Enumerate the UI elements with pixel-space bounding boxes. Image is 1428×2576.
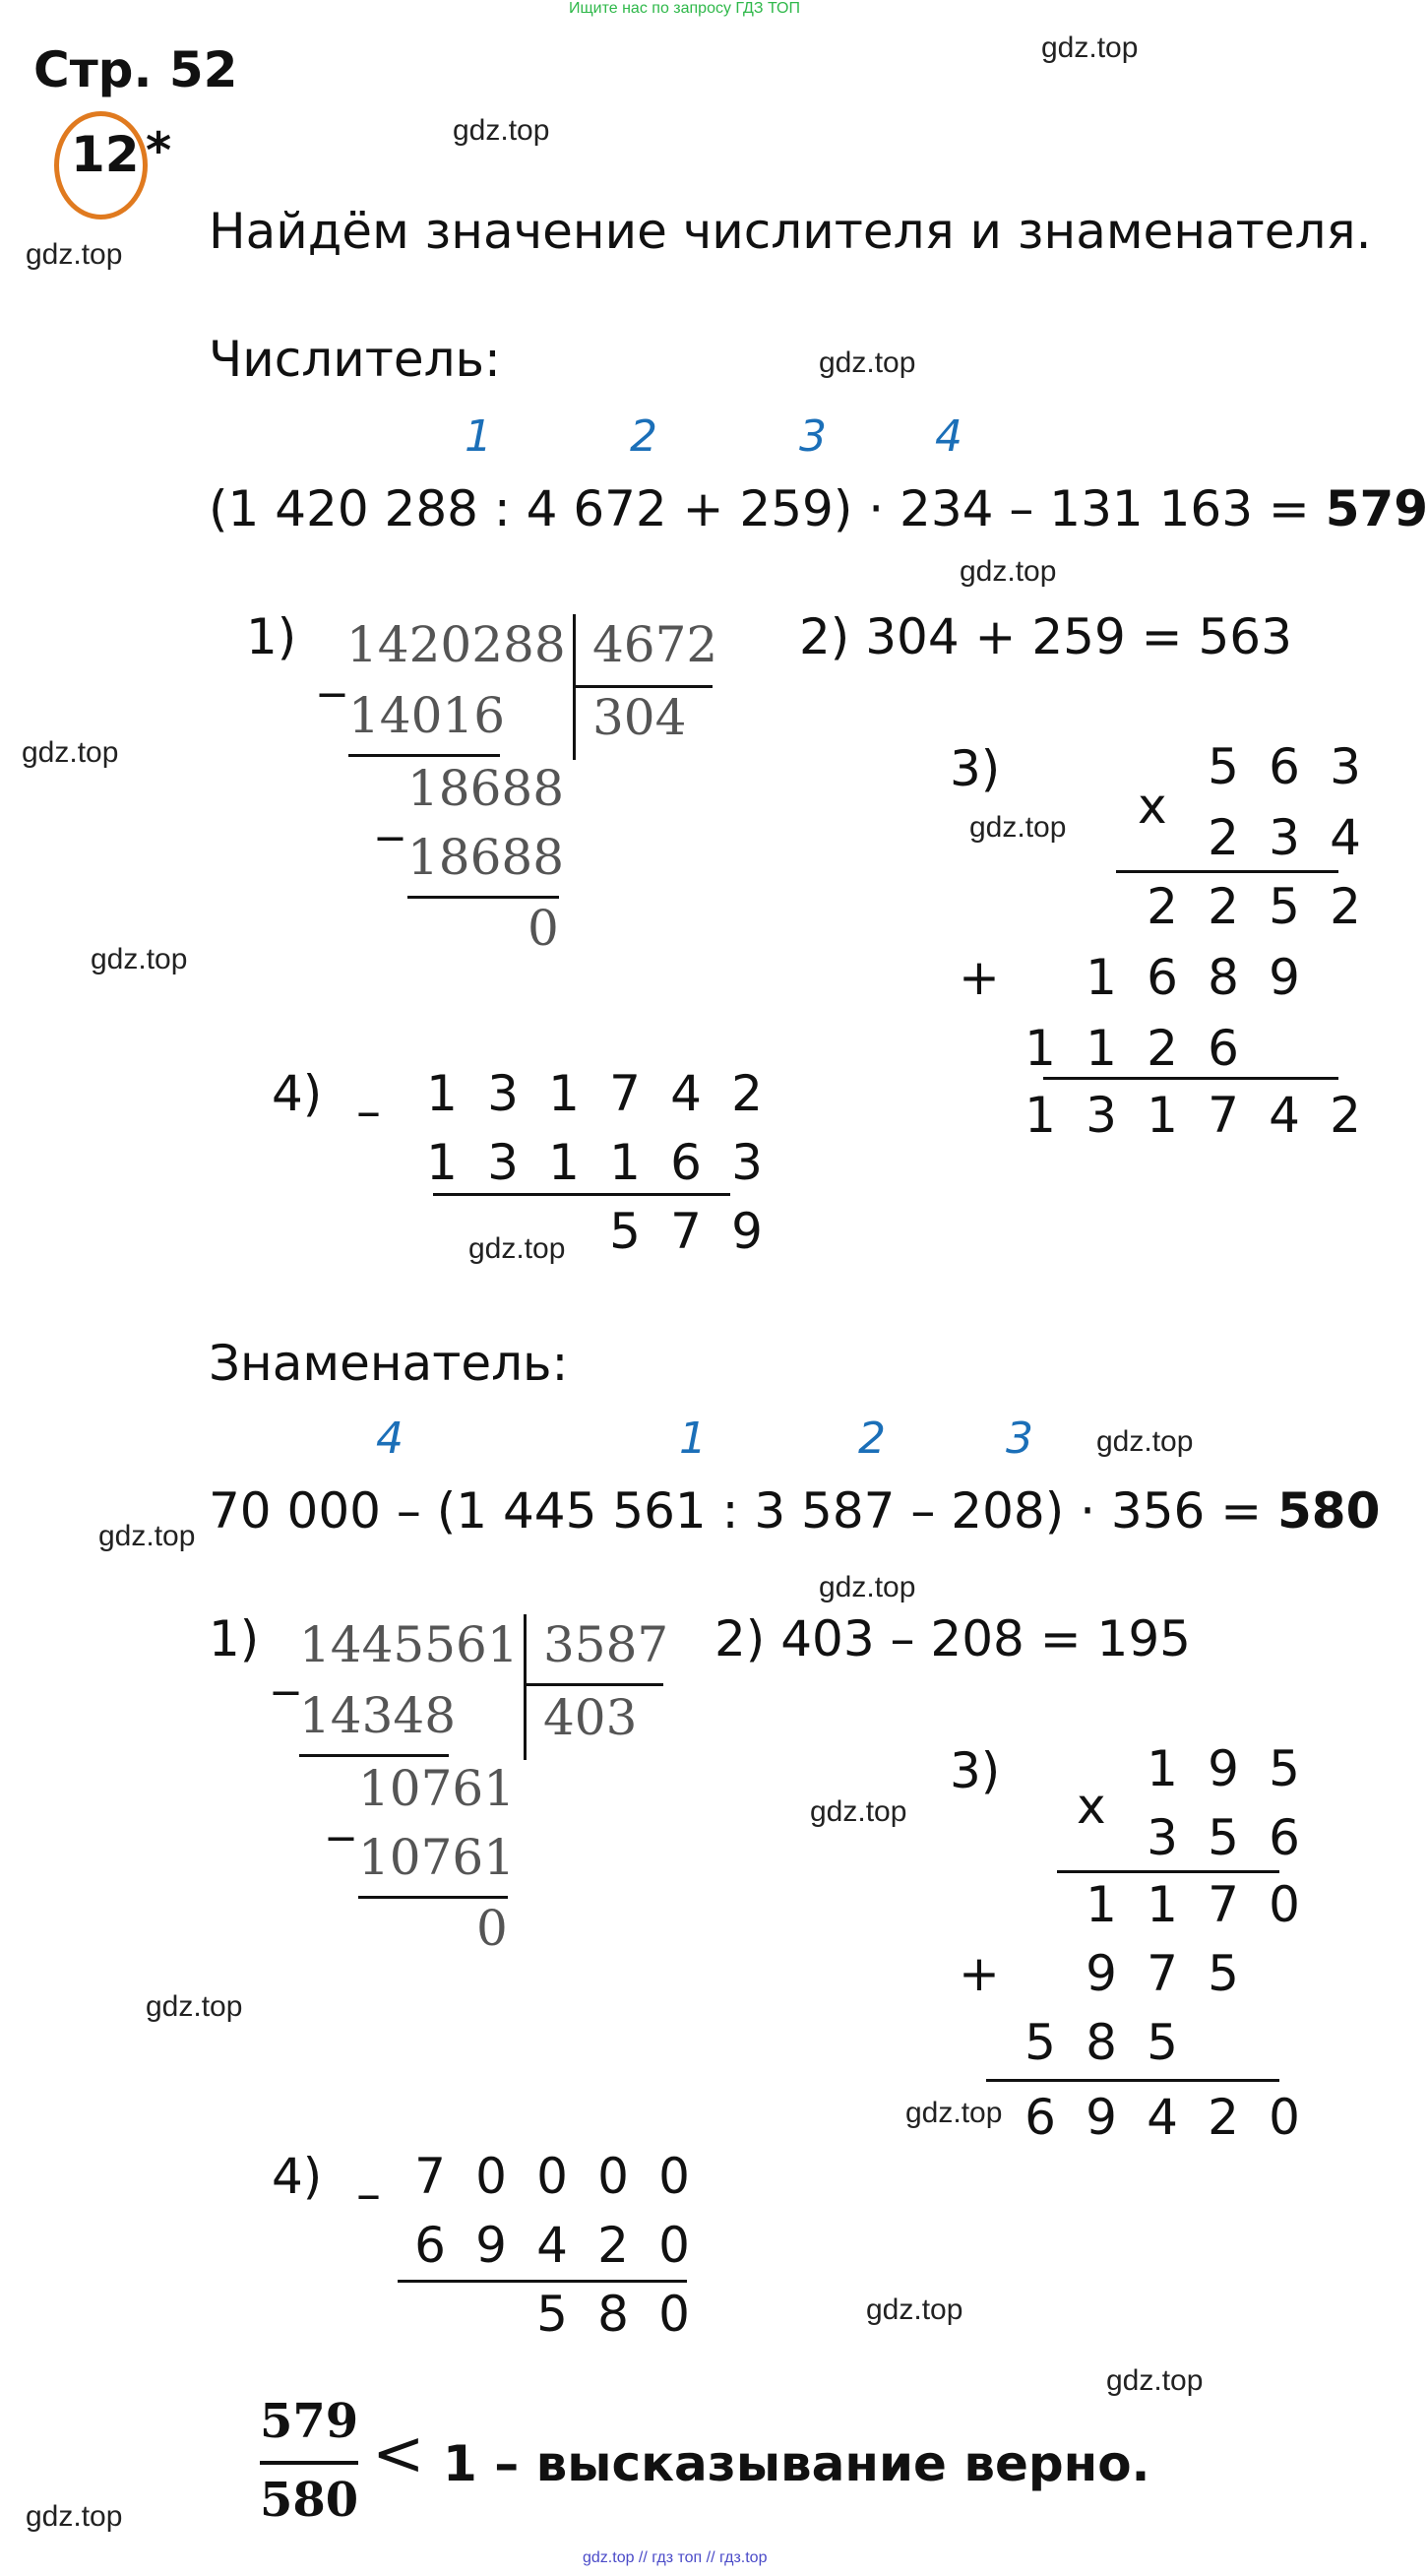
mult-row bbox=[1010, 2089, 1315, 2146]
digit: 9 bbox=[1208, 1740, 1239, 1797]
division-row: 18688 bbox=[407, 829, 565, 886]
digit: 1 bbox=[426, 1134, 458, 1191]
digit: 5 bbox=[1147, 2014, 1178, 2071]
numerator-heading: Числитель: bbox=[209, 331, 501, 388]
digit: 0 bbox=[536, 2148, 568, 2205]
order-number: 2 bbox=[858, 1414, 886, 1464]
divisor: 4672 bbox=[592, 616, 718, 673]
digit: 3 bbox=[1330, 738, 1361, 795]
division-row: 14348 bbox=[299, 1687, 457, 1744]
digit: 0 bbox=[597, 2148, 629, 2205]
mult-row bbox=[1010, 1087, 1376, 1144]
digit: 3 bbox=[1147, 1809, 1178, 1866]
digit: 3 bbox=[487, 1065, 519, 1122]
digit: 4 bbox=[670, 1065, 702, 1122]
division-underline bbox=[348, 754, 500, 757]
digit: 1 bbox=[548, 1065, 580, 1122]
division-row: 10761 bbox=[358, 1760, 516, 1817]
plus-sign: + bbox=[959, 1945, 1000, 2002]
order-number: 1 bbox=[679, 1414, 707, 1464]
division-bar bbox=[524, 1614, 527, 1760]
digit: 2 bbox=[1330, 1087, 1361, 1144]
digit: 7 bbox=[1208, 1087, 1239, 1144]
mult-row bbox=[1071, 1945, 1254, 2002]
division-underline bbox=[358, 1896, 508, 1899]
digit: 9 bbox=[1269, 949, 1300, 1006]
watermark: gdz.top bbox=[22, 736, 119, 769]
digit: 1 bbox=[1086, 949, 1117, 1006]
digit: 7 bbox=[670, 1203, 702, 1260]
denominator-expression bbox=[209, 1482, 1380, 1539]
digit: 6 bbox=[670, 1134, 702, 1191]
digit: 1 bbox=[1024, 1087, 1056, 1144]
digit: 5 bbox=[1269, 1740, 1300, 1797]
step-label: 1) bbox=[209, 1610, 260, 1667]
sub-row bbox=[522, 2286, 705, 2343]
step-2: 2) 403 – 208 = 195 bbox=[714, 1610, 1191, 1667]
minus-sign: – bbox=[356, 1083, 381, 1140]
digit: 2 bbox=[1208, 2089, 1239, 2146]
watermark: gdz.top bbox=[905, 2097, 1003, 2129]
division-row: 0 bbox=[528, 900, 559, 957]
divisor-underline bbox=[526, 1683, 663, 1686]
digit: 4 bbox=[1269, 1087, 1300, 1144]
watermark: gdz.top bbox=[468, 1232, 566, 1265]
watermark: gdz.top bbox=[866, 2293, 963, 2326]
digit: 1 bbox=[609, 1134, 641, 1191]
watermark: gdz.top bbox=[819, 346, 916, 379]
step-2: 2) 304 + 259 = 563 bbox=[799, 608, 1292, 665]
digit: 7 bbox=[609, 1065, 641, 1122]
digit: 2 bbox=[1147, 878, 1178, 935]
digit: 0 bbox=[658, 2148, 690, 2205]
digit: 6 bbox=[1208, 1020, 1239, 1077]
watermark: gdz.top bbox=[26, 2500, 123, 2533]
minus-sign: _ bbox=[320, 640, 344, 697]
less-than-sign: < bbox=[372, 2418, 425, 2490]
digit: 9 bbox=[1086, 1945, 1117, 2002]
watermark: gdz.top bbox=[819, 1571, 916, 1603]
mult-underline bbox=[1116, 870, 1338, 873]
digit: 9 bbox=[731, 1203, 763, 1260]
watermark: gdz.top bbox=[969, 811, 1067, 844]
mult-row bbox=[1132, 1740, 1315, 1797]
expression-result: 580 bbox=[1277, 1482, 1381, 1539]
denominator-heading: Знаменатель: bbox=[209, 1335, 569, 1392]
digit: 0 bbox=[1269, 1876, 1300, 1933]
mult-underline bbox=[1057, 1870, 1279, 1873]
division-row: 10761 bbox=[358, 1829, 516, 1886]
order-number: 4 bbox=[376, 1414, 404, 1464]
task-star: * bbox=[146, 122, 172, 179]
watermark: gdz.top bbox=[26, 238, 123, 271]
sub-underline bbox=[433, 1193, 730, 1196]
step-label: 3) bbox=[950, 740, 1001, 797]
fraction-numerator: 579 bbox=[260, 2394, 359, 2449]
digit: 8 bbox=[1208, 949, 1239, 1006]
division-row: 14016 bbox=[348, 687, 506, 744]
digit: 6 bbox=[414, 2217, 446, 2274]
task-number: 12 bbox=[71, 126, 140, 183]
dividend: 1445561 bbox=[299, 1616, 519, 1673]
numerator-expression bbox=[209, 480, 1428, 537]
digit: 1 bbox=[1086, 1020, 1117, 1077]
minus-sign: _ bbox=[378, 784, 403, 841]
digit: 7 bbox=[1208, 1876, 1239, 1933]
sub-row bbox=[594, 1203, 777, 1260]
sub-row bbox=[400, 2148, 705, 2205]
fraction-denominator: 580 bbox=[260, 2473, 359, 2528]
digit: 6 bbox=[1147, 949, 1178, 1006]
digit: 2 bbox=[1208, 878, 1239, 935]
sub-row bbox=[411, 1065, 777, 1122]
division-row: 18688 bbox=[407, 760, 565, 817]
expression-result: 579 bbox=[1325, 480, 1428, 537]
fraction-bar bbox=[260, 2461, 358, 2465]
digit: 2 bbox=[1208, 809, 1239, 866]
dividend: 1420288 bbox=[346, 616, 566, 673]
divisor-underline bbox=[575, 685, 713, 688]
digit: 7 bbox=[1147, 1945, 1178, 2002]
digit: 4 bbox=[1147, 2089, 1178, 2146]
digit: 5 bbox=[1208, 1945, 1239, 2002]
digit: 2 bbox=[1330, 878, 1361, 935]
digit: 3 bbox=[731, 1134, 763, 1191]
quotient: 403 bbox=[543, 1689, 638, 1746]
digit: 1 bbox=[1024, 1020, 1056, 1077]
digit: 3 bbox=[1086, 1087, 1117, 1144]
digit: 8 bbox=[597, 2286, 629, 2343]
order-number: 2 bbox=[630, 411, 657, 462]
digit: 3 bbox=[487, 1134, 519, 1191]
conclusion-text: 1 – высказывание верно. bbox=[443, 2435, 1150, 2492]
digit: 0 bbox=[1269, 2089, 1300, 2146]
digit: 5 bbox=[1269, 878, 1300, 935]
bottom-banner[interactable]: gdz.top // гдз топ // гдз.top bbox=[583, 2549, 768, 2566]
order-number: 4 bbox=[935, 411, 962, 462]
mult-row bbox=[1132, 878, 1376, 935]
watermark: gdz.top bbox=[1096, 1425, 1194, 1458]
step-label: 1) bbox=[246, 608, 297, 665]
minus-sign: _ bbox=[329, 1784, 353, 1841]
digit: 7 bbox=[414, 2148, 446, 2205]
digit: 5 bbox=[536, 2286, 568, 2343]
division-underline bbox=[407, 896, 559, 899]
digit: 5 bbox=[609, 1203, 641, 1260]
digit: 5 bbox=[1024, 2014, 1056, 2071]
order-number: 1 bbox=[465, 411, 492, 462]
digit: 0 bbox=[658, 2217, 690, 2274]
digit: 2 bbox=[1147, 1020, 1178, 1077]
minus-sign: _ bbox=[274, 1638, 298, 1695]
digit: 5 bbox=[1208, 1809, 1239, 1866]
digit: 0 bbox=[658, 2286, 690, 2343]
digit: 9 bbox=[475, 2217, 507, 2274]
divisor: 3587 bbox=[543, 1616, 669, 1673]
page-label: Стр. 52 bbox=[33, 41, 238, 98]
watermark: gdz.top bbox=[1106, 2364, 1204, 2397]
division-row: 0 bbox=[476, 1900, 508, 1957]
sub-row bbox=[400, 2217, 705, 2274]
step-label: 4) bbox=[272, 2148, 323, 2205]
digit: 1 bbox=[426, 1065, 458, 1122]
digit: 9 bbox=[1086, 2089, 1117, 2146]
minus-sign: – bbox=[356, 2166, 381, 2223]
digit: 6 bbox=[1269, 738, 1300, 795]
digit: 1 bbox=[1147, 1740, 1178, 1797]
watermark: gdz.top bbox=[91, 943, 188, 975]
digit: 0 bbox=[475, 2148, 507, 2205]
order-number: 3 bbox=[799, 411, 827, 462]
digit: 4 bbox=[536, 2217, 568, 2274]
digit: 2 bbox=[597, 2217, 629, 2274]
watermark: gdz.top bbox=[960, 555, 1057, 588]
digit: 3 bbox=[1269, 809, 1300, 866]
watermark: gdz.top bbox=[453, 114, 550, 147]
digit: 1 bbox=[1086, 1876, 1117, 1933]
expression-text: 70 000 – (1 445 561 : 3 587 – 208) · 356 = bbox=[209, 1482, 1278, 1539]
watermark: gdz.top bbox=[98, 1520, 196, 1552]
mult-row bbox=[1193, 809, 1376, 866]
watermark: gdz.top bbox=[810, 1795, 907, 1828]
mult-underline bbox=[1043, 1077, 1338, 1080]
mult-underline bbox=[986, 2079, 1279, 2082]
sub-row bbox=[411, 1134, 777, 1191]
digit: 1 bbox=[1147, 1087, 1178, 1144]
digit: 1 bbox=[1147, 1876, 1178, 1933]
mult-row bbox=[1132, 1809, 1315, 1866]
mult-row bbox=[1010, 2014, 1193, 2071]
top-banner[interactable]: Ищите нас по запросу ГДЗ ТОП bbox=[569, 0, 800, 17]
order-number: 3 bbox=[1006, 1414, 1033, 1464]
expression-text: (1 420 288 : 4 672 + 259) · 234 – 131 163 = bbox=[209, 480, 1326, 537]
sub-underline bbox=[398, 2280, 687, 2283]
division-underline bbox=[299, 1754, 449, 1757]
plus-sign: + bbox=[959, 949, 1000, 1006]
mult-row bbox=[1071, 949, 1315, 1006]
multiply-sign: x bbox=[1077, 1778, 1106, 1835]
mult-row bbox=[1010, 1020, 1254, 1077]
mult-row bbox=[1071, 1876, 1315, 1933]
digit: 5 bbox=[1208, 738, 1239, 795]
digit: 6 bbox=[1024, 2089, 1056, 2146]
watermark: gdz.top bbox=[146, 1990, 243, 2023]
digit: 8 bbox=[1086, 2014, 1117, 2071]
multiply-sign: x bbox=[1138, 778, 1167, 835]
digit: 1 bbox=[548, 1134, 580, 1191]
step-label: 3) bbox=[950, 1742, 1001, 1799]
digit: 4 bbox=[1330, 809, 1361, 866]
watermark: gdz.top bbox=[1041, 31, 1139, 64]
digit: 6 bbox=[1269, 1809, 1300, 1866]
mult-row bbox=[1193, 738, 1376, 795]
step-label: 4) bbox=[272, 1065, 323, 1122]
digit: 2 bbox=[731, 1065, 763, 1122]
intro-text: Найдём значение числителя и знаменателя. bbox=[209, 203, 1372, 260]
quotient: 304 bbox=[592, 689, 687, 746]
